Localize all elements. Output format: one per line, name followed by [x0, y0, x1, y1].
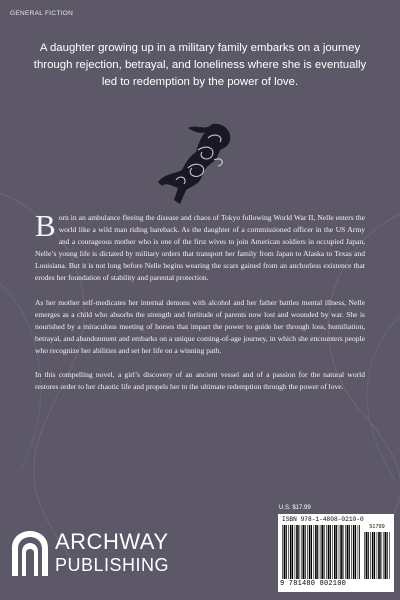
isbn-text: ISBN 978-1-4808-0210-0	[282, 516, 364, 523]
ean-number: 9 781480 802100	[280, 580, 347, 588]
barcode-addon-bars	[364, 532, 390, 579]
barcode-bars	[282, 525, 360, 579]
tagline: A daughter growing up in a military family embarks on a journey through rejection, betrayal, and loneliness where she is eventually led to redemption by the power of love.	[33, 42, 367, 88]
publisher-name-line2: PUBLISHING	[55, 555, 170, 575]
drop-cap: B	[35, 208, 56, 243]
barcode	[278, 514, 394, 592]
paragraph-3: In this compelling novel, a girl’s discovery of an ancient vessel and of a passion for the natural world restores order to her chaotic life and propels her to the ultimate redemption through the power of love.	[35, 370, 365, 392]
paragraph-2: As her mother self-medicates her internal demons with alcohol and her father battles mental illness, Nelle emerges as a child who absorbs the strength and fortitude of parents now lost and wounded by war. She is nourished by a miraculous meeting of horses that impart the power to guide her through loss, humiliation, betrayal, and abandonment and embarks on a unique coming-of-age journey, in which she encounters people who recognize her abilities and set her life on a winning path.	[35, 297, 365, 355]
barcode-addon-number: 51799	[369, 524, 385, 530]
publisher-logo	[10, 527, 170, 587]
publisher-name-line1: ARCHWAY	[55, 529, 169, 554]
archway-arch-icon	[10, 530, 50, 576]
genre-label: GENERAL FICTION	[10, 10, 74, 17]
description-body	[35, 208, 365, 405]
paragraph-1-text: orn in an ambulance fleeing the disease and chaos of Tokyo following World War II, Nelle enters the world like a wild man riding bareback. As the daughter of a commissioned officer in the US Army and a courageous mother who is one of the first wives to join American soldiers in occupied Japan, Nelle’s young life is dictated by military orders that transport her family from Japan to Alaska to Texas and Louisiana. But it is not long before Nelle begins wearing the scars gained from an anchorless existence that erodes her foundation of stability and parental protection.	[35, 213, 365, 283]
horse-illustration-icon	[152, 120, 248, 210]
price-label: U.S. $17.99	[279, 505, 311, 511]
paragraph-1	[35, 208, 365, 285]
